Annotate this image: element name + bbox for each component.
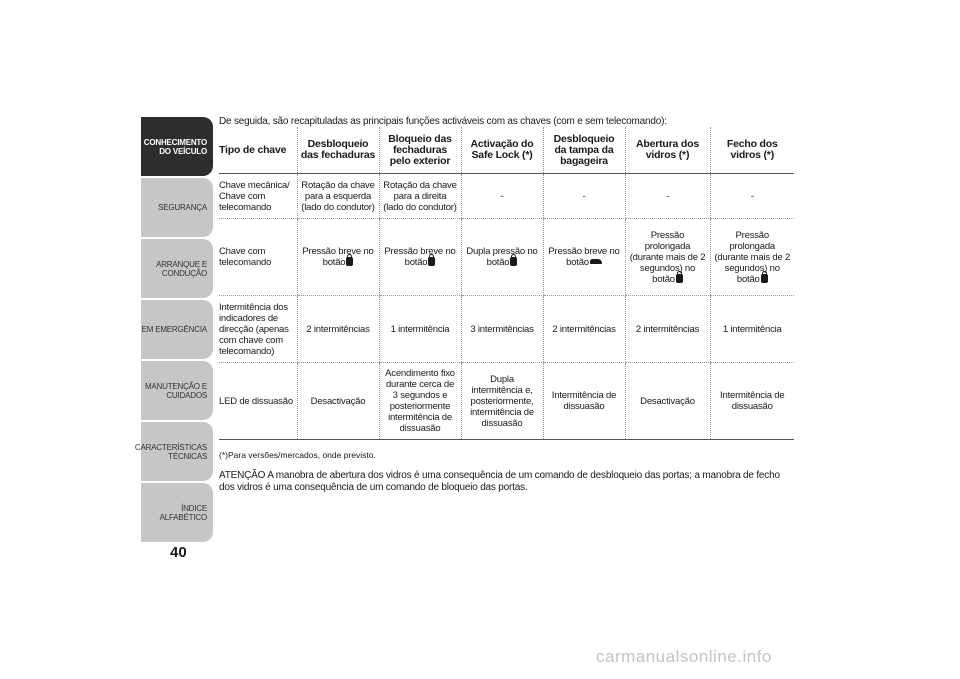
page-number: 40 [170,544,187,561]
cell-unlock: Rotação da chave para a esquerda (lado do condutor) [297,174,379,219]
table-header-row [219,127,794,174]
table-row [219,296,794,363]
padlock-closed-icon [428,257,435,266]
header-lock: Bloqueio das fechaduras pelo exterior [379,127,461,174]
cell-open-windows: Desactivação [625,363,710,440]
sidebar-tab-arranque[interactable]: ARRANQUE E CONDUÇÃO [141,239,213,298]
sidebar-tab-seguranca[interactable]: SEGURANÇA [141,178,213,237]
cell-safelock: - [461,174,543,219]
header-open-windows: Abertura dos vidros (*) [625,127,710,174]
intro-text: De seguida, são recapituladas as principais funções activáveis com as chaves (com e sem telecomando): [219,116,667,127]
sidebar-tab-conhecimento[interactable]: CONHECIMENTO DO VEÍCULO [141,117,213,176]
cell-key-type: Chave mecânica/ Chave com telecomando [219,174,297,219]
cell-lock: 1 intermitência [379,296,461,363]
padlock-closed-icon [510,257,517,266]
table-row [219,363,794,440]
cell-safelock [461,219,543,296]
cell-safelock: 3 intermitências [461,296,543,363]
cell-close-windows: - [710,174,794,219]
cell-close-windows-text: Pressão prolongada (durante mais de 2 segundos) no botão [714,229,791,285]
cell-unlock [297,219,379,296]
cell-safelock: Dupla intermitência e, posteriormente, intermitência de dissuasão [461,363,543,440]
cell-lock-text: Pressão breve no botão [384,246,456,268]
cell-key-type: Chave com telecomando [219,219,297,296]
cell-lock: Acendimento fixo durante cerca de 3 segundos e posteriormente intermitência de dissuasão [379,363,461,440]
cell-close-windows: 1 intermitência [710,296,794,363]
cell-unlock-text: Pressão breve no botão [302,246,374,268]
cell-key-type: LED de dissuasão [219,363,297,440]
cell-unlock: Desactivação [297,363,379,440]
warning-text: ATENÇÃO A manobra de abertura dos vidros é uma consequência de um comando de desbloqueio das portas; a manobra de fecho dos vidros é uma consequência de um comando de bloqueio das portas. [219,470,780,493]
sidebar-tab-caracteristicas[interactable]: CARACTERÍSTICAS TÉCNICAS [141,422,213,481]
table-row [219,219,794,296]
cell-key-type: Intermitência dos indicadores de direcção (apenas com chave com telecomando) [219,296,297,363]
cell-unlock: 2 intermitências [297,296,379,363]
key-functions-table [219,127,794,440]
cell-trunk-text: Pressão breve no botão [548,246,620,268]
padlock-open-icon [676,274,683,283]
cell-trunk [543,219,625,296]
cell-open-windows-text: Pressão prolongada (durante mais de 2 segundos) no botão [629,229,706,285]
cell-open-windows: 2 intermitências [625,296,710,363]
cell-safelock-text: Dupla pressão no botão [466,246,538,268]
padlock-open-icon [346,257,353,266]
cell-open-windows: - [625,174,710,219]
table-row [219,174,794,219]
header-safelock: Activação do Safe Lock (*) [461,127,543,174]
header-key-type: Tipo de chave [219,127,297,174]
padlock-closed-icon [761,274,768,283]
watermark: carmanualsonline.info [596,647,772,666]
cell-close-windows: Intermitência de dissuasão [710,363,794,440]
cell-close-windows [710,219,794,296]
chapter-sidebar [134,117,213,542]
cell-trunk: - [543,174,625,219]
header-trunk: Desbloqueio da tampa da bagageira [543,127,625,174]
cell-trunk: 2 intermitências [543,296,625,363]
cell-open-windows [625,219,710,296]
sidebar-tab-emergencia[interactable]: EM EMERGÊNCIA [141,300,213,359]
cell-lock [379,219,461,296]
cell-lock: Rotação da chave para a direita (lado do condutor) [379,174,461,219]
header-close-windows: Fecho dos vidros (*) [710,127,794,174]
footnote: (*)Para versões/mercados, onde previsto. [219,450,376,460]
sidebar-tab-manutencao[interactable]: MANUTENÇÃO E CUIDADOS [141,361,213,420]
header-unlock: Desbloqueio das fechaduras [297,127,379,174]
car-trunk-icon [590,259,602,264]
cell-trunk: Intermitência de dissuasão [543,363,625,440]
sidebar-tab-indice[interactable]: ÍNDICE ALFABÉTICO [141,483,213,542]
